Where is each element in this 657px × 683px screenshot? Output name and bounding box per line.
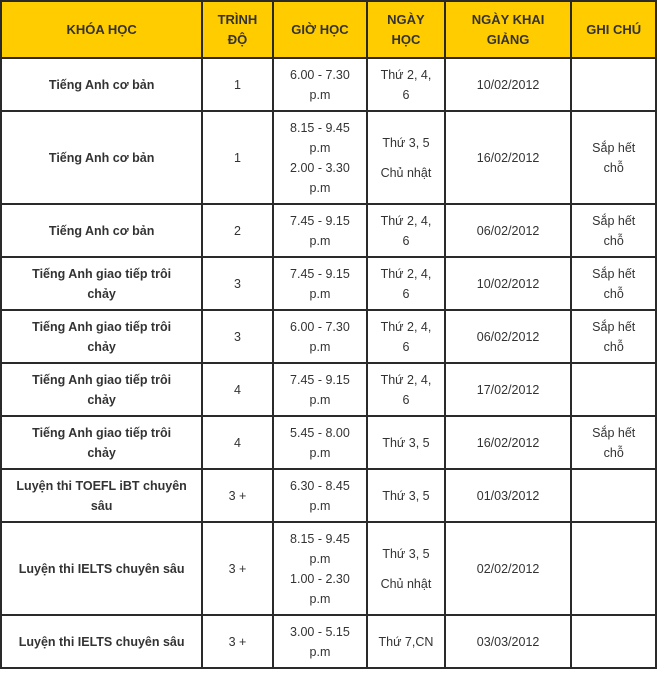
cell-time: 7.45 - 9.15 p.m xyxy=(274,258,367,309)
cell-start-date: 16/02/2012 xyxy=(446,112,571,203)
cell-note: Sắp hết chỗ xyxy=(572,258,655,309)
cell-level: 3 + xyxy=(203,616,271,667)
header-start-date: NGÀY KHAI GIẢNG xyxy=(446,2,571,57)
cell-level: 3 xyxy=(203,311,271,362)
cell-course: Luyện thi IELTS chuyên sâu xyxy=(2,523,201,614)
cell-course: Tiếng Anh giao tiếp trôi chảy xyxy=(2,364,201,415)
cell-time: 8.15 - 9.45 p.m 2.00 - 3.30 p.m xyxy=(274,112,367,203)
cell-days: Thứ 2, 4, 6 xyxy=(368,258,443,309)
table-row xyxy=(2,258,655,309)
cell-time: 5.45 - 8.00 p.m xyxy=(274,417,367,468)
cell-time: 8.15 - 9.45 p.m 1.00 - 2.30 p.m xyxy=(274,523,367,614)
table-row xyxy=(2,523,655,614)
cell-days: Thứ 3, 5 Chủ nhật xyxy=(368,112,443,203)
header-level: TRÌNH ĐỘ xyxy=(203,2,271,57)
cell-note xyxy=(572,59,655,110)
cell-course: Luyện thi TOEFL iBT chuyên sâu xyxy=(2,470,201,521)
cell-level: 3 + xyxy=(203,523,271,614)
cell-time: 6.00 - 7.30 p.m xyxy=(274,311,367,362)
cell-start-date: 10/02/2012 xyxy=(446,59,571,110)
cell-start-date: 06/02/2012 xyxy=(446,311,571,362)
table-row xyxy=(2,616,655,667)
cell-level: 1 xyxy=(203,112,271,203)
table-row xyxy=(2,59,655,110)
cell-level: 4 xyxy=(203,364,271,415)
cell-note: Sắp hết chỗ xyxy=(572,112,655,203)
header-row xyxy=(2,2,655,57)
header-days: NGÀY HỌC xyxy=(368,2,443,57)
cell-start-date: 17/02/2012 xyxy=(446,364,571,415)
cell-time: 7.45 - 9.15 p.m xyxy=(274,205,367,256)
cell-days: Thứ 2, 4, 6 xyxy=(368,205,443,256)
cell-start-date: 02/02/2012 xyxy=(446,523,571,614)
cell-days: Thứ 7,CN xyxy=(368,616,443,667)
cell-days: Thứ 2, 4, 6 xyxy=(368,364,443,415)
cell-course: Tiếng Anh giao tiếp trôi chảy xyxy=(2,258,201,309)
cell-note xyxy=(572,470,655,521)
cell-days: Thứ 2, 4, 6 xyxy=(368,59,443,110)
cell-start-date: 06/02/2012 xyxy=(446,205,571,256)
cell-time: 7.45 - 9.15 p.m xyxy=(274,364,367,415)
cell-course: Tiếng Anh cơ bản xyxy=(2,205,201,256)
cell-days: Thứ 3, 5 xyxy=(368,470,443,521)
cell-days: Thứ 2, 4, 6 xyxy=(368,311,443,362)
table-row xyxy=(2,205,655,256)
cell-days: Thứ 3, 5 Chủ nhật xyxy=(368,523,443,614)
cell-course: Tiếng Anh cơ bản xyxy=(2,112,201,203)
table-row xyxy=(2,470,655,521)
cell-start-date: 01/03/2012 xyxy=(446,470,571,521)
header-note: GHI CHÚ xyxy=(572,2,655,57)
cell-course: Luyện thi IELTS chuyên sâu xyxy=(2,616,201,667)
cell-level: 3 + xyxy=(203,470,271,521)
cell-time: 6.30 - 8.45 p.m xyxy=(274,470,367,521)
cell-note xyxy=(572,523,655,614)
table-row xyxy=(2,364,655,415)
cell-start-date: 10/02/2012 xyxy=(446,258,571,309)
table-row xyxy=(2,311,655,362)
cell-course: Tiếng Anh giao tiếp trôi chảy xyxy=(2,417,201,468)
table-row xyxy=(2,417,655,468)
cell-level: 3 xyxy=(203,258,271,309)
cell-course: Tiếng Anh giao tiếp trôi chảy xyxy=(2,311,201,362)
cell-start-date: 16/02/2012 xyxy=(446,417,571,468)
cell-note: Sắp hết chỗ xyxy=(572,311,655,362)
cell-note: Sắp hết chỗ xyxy=(572,417,655,468)
cell-level: 4 xyxy=(203,417,271,468)
cell-note xyxy=(572,364,655,415)
cell-level: 1 xyxy=(203,59,271,110)
cell-start-date: 03/03/2012 xyxy=(446,616,571,667)
header-time: GIỜ HỌC xyxy=(274,2,367,57)
cell-note: Sắp hết chỗ xyxy=(572,205,655,256)
cell-days: Thứ 3, 5 xyxy=(368,417,443,468)
cell-level: 2 xyxy=(203,205,271,256)
table-row xyxy=(2,112,655,203)
header-course: KHÓA HỌC xyxy=(2,2,201,57)
cell-time: 3.00 - 5.15 p.m xyxy=(274,616,367,667)
cell-course: Tiếng Anh cơ bản xyxy=(2,59,201,110)
cell-note xyxy=(572,616,655,667)
cell-time: 6.00 - 7.30 p.m xyxy=(274,59,367,110)
